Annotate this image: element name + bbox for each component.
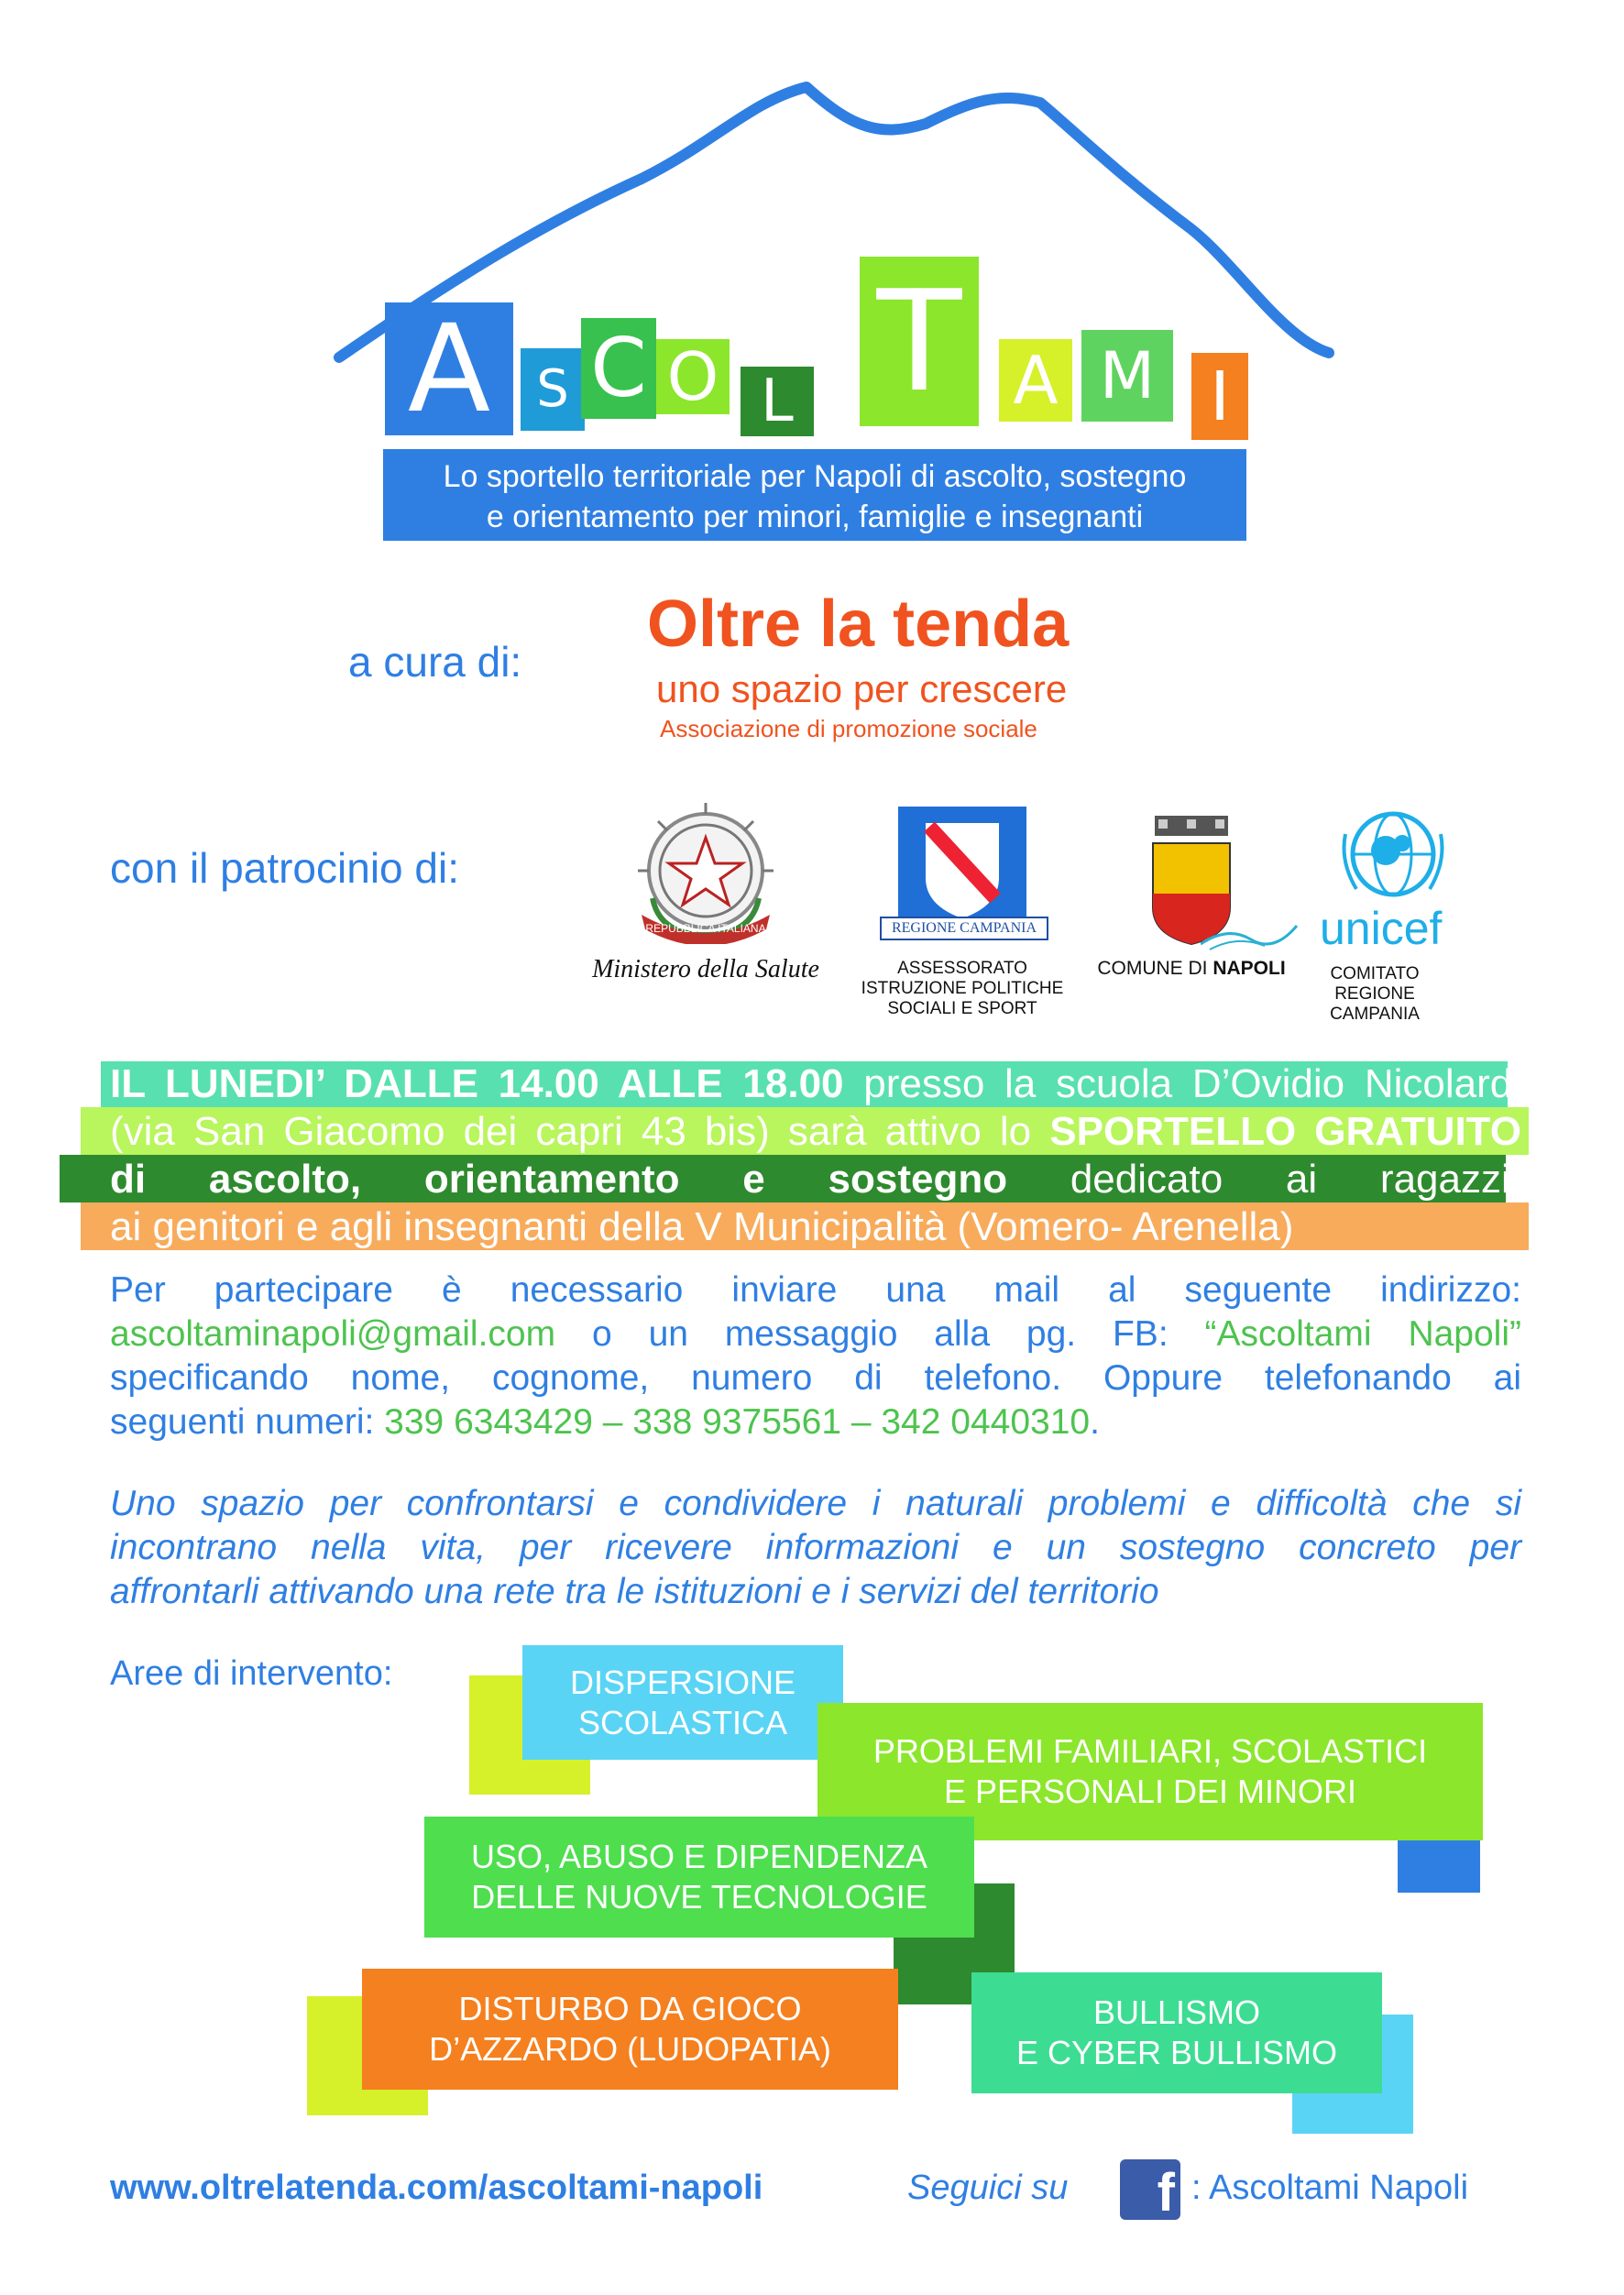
description-line2: incontrano nella vita, per ricevere informazioni e un sostegno concreto per — [110, 1528, 1521, 1567]
area-problemi-l2: E PERSONALI DEI MINORI — [943, 1773, 1357, 1810]
regione-campania-logo — [852, 807, 1072, 1027]
contact-line3: specificando nome, cognome, numero di telefono. Oppure telefonando ai — [110, 1358, 1521, 1398]
area-bullismo-l2: E CYBER BULLISMO — [1015, 2034, 1338, 2071]
comune-napoli-logo — [1091, 807, 1292, 990]
emblem-seal-text: REPUBBLICA ITALIANA — [645, 922, 766, 935]
logo-letter-a2: A — [999, 339, 1072, 422]
curated-label: a cura di: — [348, 638, 522, 686]
contact-line1: Per partecipare è necessario inviare una mail al seguente indirizzo: — [110, 1270, 1521, 1310]
area-tecnologie — [424, 1817, 974, 1938]
area-problemi-l1: PROBLEMI FAMILIARI, SCOLASTICI — [872, 1732, 1428, 1770]
contact-line2-mid: o un messaggio alla pg. FB: — [555, 1314, 1205, 1354]
contact-line4 — [110, 1400, 1521, 1444]
org-name: Oltre la tenda — [647, 587, 1070, 661]
announce-line1-rest: presso la scuola D’Ovidio Nicolardi — [863, 1061, 1521, 1106]
announce-line2-bold: SPORTELLO GRATUITO — [1049, 1109, 1521, 1154]
contact-line4-suffix: . — [1090, 1402, 1100, 1442]
footer-page[interactable]: : Ascoltami Napoli — [1191, 2169, 1469, 2207]
description-line1: Uno spazio per confrontarsi e condividere i naturali problemi e difficoltà che si — [110, 1484, 1521, 1523]
footer-follow: Seguici su — [907, 2169, 1069, 2207]
areas-label: Aree di intervento: — [110, 1654, 393, 1693]
announce-line1-bold: IL LUNEDI’ DALLE 14.00 ALLE 18.00 — [110, 1061, 844, 1106]
announce-line4-text: ai genitori e agli insegnanti della V Municipalità (Vomero- Arenella) — [110, 1204, 1294, 1249]
logo-letter-s: S — [521, 348, 585, 431]
unicef-wordmark: unicef — [1320, 903, 1443, 954]
area-bullismo — [971, 1972, 1382, 2093]
regione-badge: REGIONE CAMPANIA — [880, 917, 1048, 940]
patronage-label: con il patrocinio di: — [110, 844, 459, 892]
area-dispersione — [522, 1645, 843, 1760]
announce-line4 — [110, 1204, 1521, 1250]
regione-caption-line3: SOCIALI E SPORT — [887, 999, 1037, 1018]
contact-paragraph — [110, 1268, 1521, 1444]
regione-campania-shield-icon — [898, 807, 1026, 935]
contact-line4-prefix: seguenti numeri: — [110, 1402, 385, 1442]
announce-line1 — [110, 1061, 1521, 1107]
comune-caption-bold: NAPOLI — [1213, 958, 1286, 979]
roof-outline — [0, 0, 1624, 385]
regione-caption — [852, 959, 1072, 1019]
area-bullismo-l1: BULLISMO — [1092, 1993, 1261, 2031]
ministero-caption: Ministero della Salute — [592, 955, 819, 983]
napoli-wave-icon — [1201, 917, 1301, 953]
area-ludopatia-l2: D’AZZARDO (LUDOPATIA) — [429, 2030, 831, 2068]
regione-caption-line2: ISTRUZIONE POLITICHE — [861, 979, 1064, 998]
org-tagline: uno spazio per crescere — [656, 667, 1068, 710]
unicef-logo — [1320, 807, 1476, 1027]
area-tecnologie-l1: USO, ABUSO E DIPENDENZA — [470, 1838, 928, 1875]
contact-line2 — [110, 1312, 1521, 1356]
logo-letter-l: L — [741, 367, 814, 436]
announce-line2-rest: (via San Giacomo dei capri 43 bis) sarà attivo lo — [110, 1109, 1032, 1154]
announce-line2 — [110, 1109, 1521, 1155]
footer-url[interactable]: www.oltrelatenda.com/ascoltami-napoli — [110, 2169, 763, 2207]
logo-letter-i: I — [1191, 353, 1248, 440]
description-paragraph — [110, 1482, 1521, 1614]
area-tecnologie-l2: DELLE NUOVE TECNOLOGIE — [471, 1878, 927, 1916]
comune-caption-prefix: COMUNE DI — [1097, 958, 1213, 979]
logo-letter-t: T — [860, 257, 979, 426]
logo-letter-o: O — [656, 339, 730, 414]
unicef-caption-line1: COMITATO — [1330, 964, 1420, 983]
logo-subtitle — [383, 449, 1246, 541]
comune-caption — [1091, 959, 1292, 979]
area-dispersione-l2: SCOLASTICA — [577, 1703, 788, 1741]
org-type: Associazione di promozione sociale — [660, 715, 1037, 742]
logo-subtitle-line1: Lo sportello territoriale per Napoli di ascolto, sostegno — [443, 459, 1187, 494]
footer — [110, 2159, 1540, 2224]
regione-caption-line1: ASSESSORATO — [897, 959, 1027, 978]
unicef-globe-icon — [1338, 807, 1448, 907]
description-line3: affrontarli attivando una rete tra le istituzioni e i servizi del territorio — [110, 1572, 1159, 1611]
area-dispersione-l1: DISPERSIONE — [569, 1663, 796, 1701]
logo-letter-c: C — [581, 318, 656, 419]
announce-line3-bold: di ascolto, orientamento e sostegno — [110, 1157, 1008, 1202]
contact-email[interactable]: ascoltaminapoli@gmail.com — [110, 1314, 556, 1354]
unicef-caption-line2: REGIONE — [1334, 984, 1415, 1004]
unicef-caption-line3: CAMPANIA — [1330, 1005, 1420, 1024]
ministero-logo — [587, 797, 825, 999]
announce-line3 — [110, 1157, 1521, 1202]
unicef-caption — [1315, 964, 1434, 1025]
logo-letter-a: A — [385, 302, 513, 435]
announce-line3-rest: dedicato ai ragazzi, — [1070, 1157, 1521, 1202]
logo-subtitle-line2: e orientamento per minori, famiglie e insegnanti — [486, 500, 1144, 534]
area-ludopatia — [362, 1969, 898, 2090]
contact-fb-name[interactable]: “Ascoltami Napoli” — [1204, 1314, 1521, 1354]
facebook-icon[interactable]: f — [1120, 2159, 1180, 2220]
logo-letter-m: M — [1081, 330, 1173, 422]
area-ludopatia-l1: DISTURBO DA GIOCO — [458, 1990, 802, 2027]
contact-phones[interactable]: 339 6343429 – 338 9375561 – 342 0440310 — [384, 1402, 1091, 1442]
